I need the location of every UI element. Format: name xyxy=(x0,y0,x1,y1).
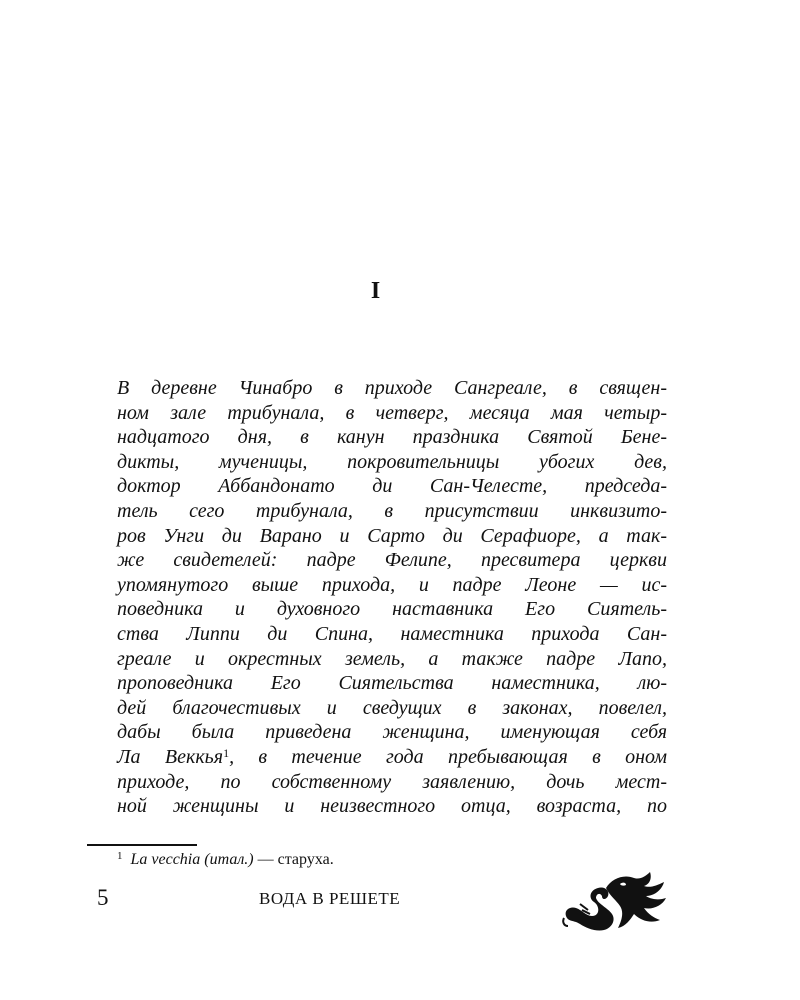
text-line: ства Липпи ди Спина, наместника прихода Сан- xyxy=(117,622,667,645)
text-line: ной женщины и неизвестного отца, возраста, по xyxy=(117,795,667,818)
footnote-mark: 1 xyxy=(117,850,123,862)
footnote-rule xyxy=(87,844,197,846)
page-number: 5 xyxy=(97,885,109,910)
text-line: поведника и духовного наставника Его Сиятель- xyxy=(117,598,667,621)
text-line-with-footnote xyxy=(117,745,667,770)
text-line: ров Унги ди Варано и Сарто ди Серафиоре, а так- xyxy=(117,524,667,547)
footnote-language: (итал.) xyxy=(204,851,254,868)
footnote-term: La vecchia xyxy=(130,851,201,868)
text-line: же свидетелей: падре Фелипе, пресвитера церкви xyxy=(117,549,667,572)
text-line: надцатого дня, в канун праздника Святой Бене- xyxy=(117,426,667,449)
footnote-translation: — старуха. xyxy=(257,851,334,868)
text-line: В деревне Чинабро в приходе Сангреале, в священ- xyxy=(117,377,667,399)
text-line: дей благочестивых и сведущих в законах, повелел, xyxy=(117,696,667,719)
footnote-reference[interactable]: 1 xyxy=(223,745,230,760)
text-line: греале и окрестных земель, а также падре Лапо, xyxy=(117,647,667,670)
chapter-number: I xyxy=(370,278,382,304)
running-title: ВОДА В РЕШЕТЕ xyxy=(259,889,401,908)
text-line: тель сего трибунала, в присутствии инквизито- xyxy=(117,499,667,522)
text-line: дабы была приведена женщина, именующая себя xyxy=(117,721,667,744)
text-line: упомянутого выше прихода, и падре Леоне — ис- xyxy=(117,573,667,596)
text-line-rest: , в течение года пребывающая в оном xyxy=(229,745,667,768)
footnote xyxy=(117,850,334,869)
footnote-term-text: Ла Веккья xyxy=(117,745,224,768)
text-line: доктор Аббандонато ди Сан-Челесте, председа- xyxy=(117,475,667,498)
body-text xyxy=(117,376,667,819)
text-line: дикты, мученицы, покровительницы убогих дев, xyxy=(117,450,667,473)
text-line: проповедника Его Сиятельства наместника, лю- xyxy=(117,672,667,695)
dragon-icon xyxy=(560,870,668,934)
text-line: приходе, по собственному заявлению, дочь мест- xyxy=(117,770,667,793)
text-line: ном зале трибунала, в четверг, месяца мая четыр- xyxy=(117,401,667,424)
